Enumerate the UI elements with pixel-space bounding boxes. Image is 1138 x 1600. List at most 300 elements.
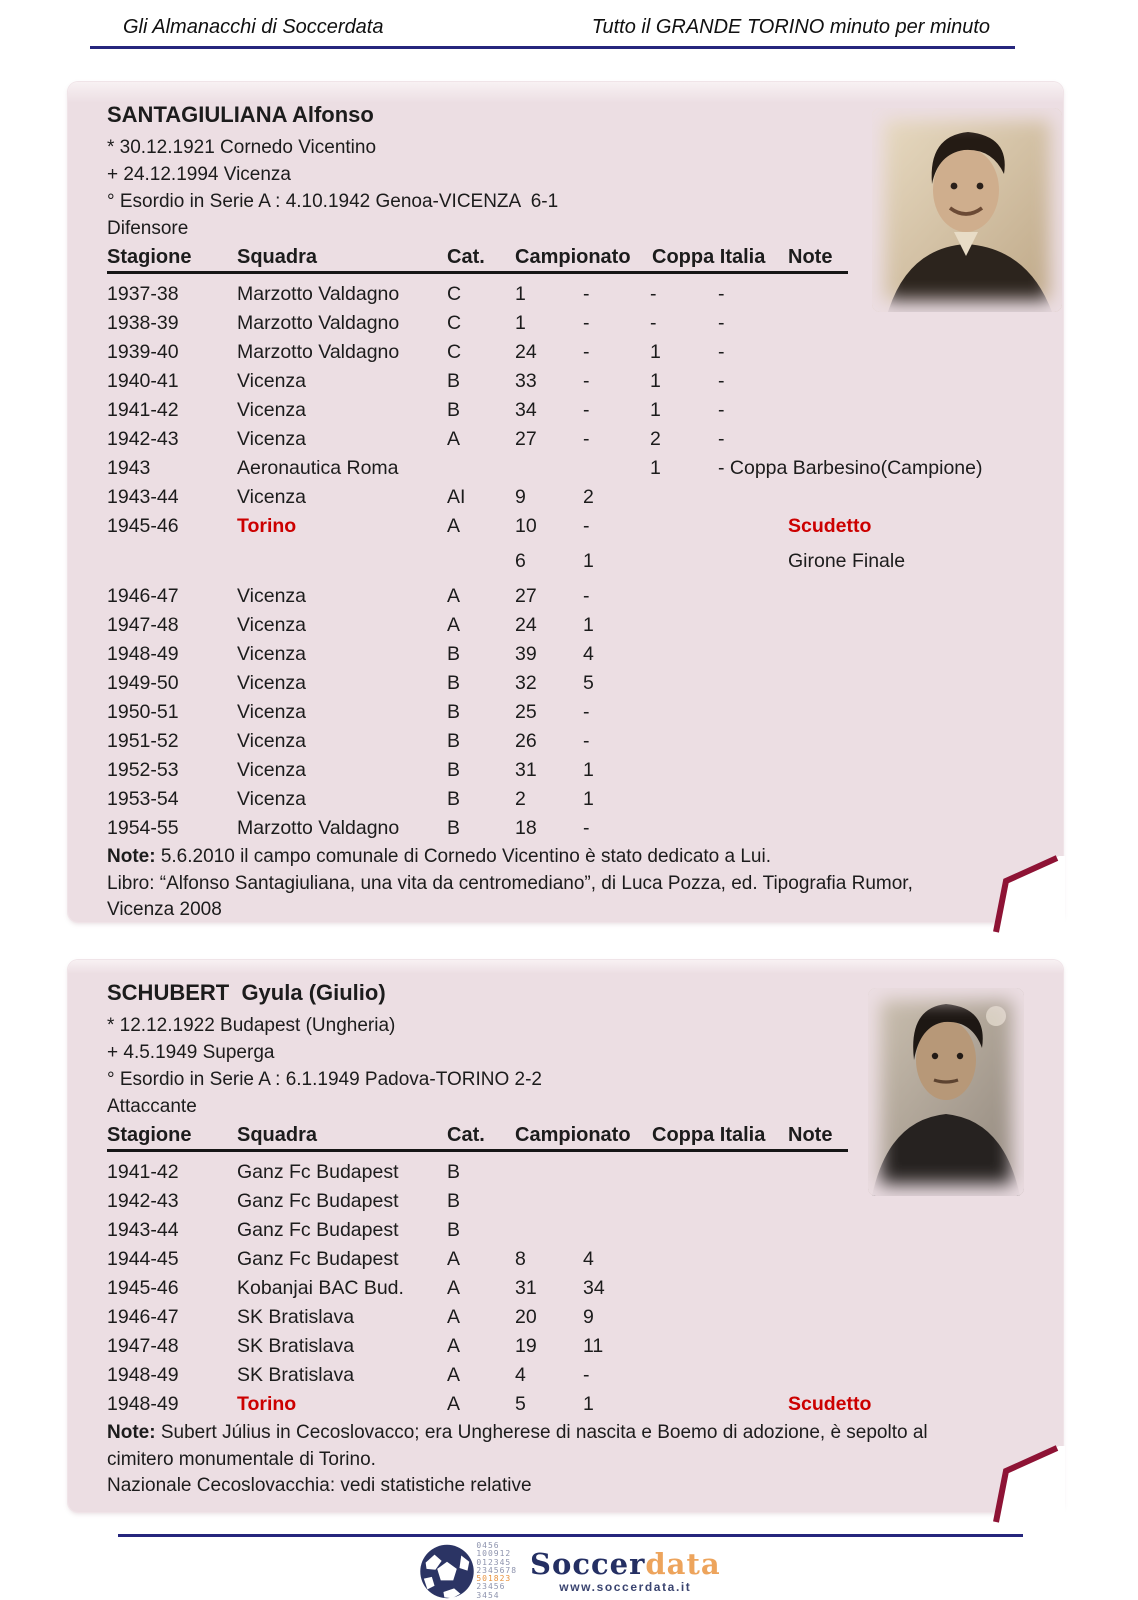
table-row (107, 1216, 1033, 1245)
cell-camp_p: 31 (515, 759, 537, 781)
note-line: Note: Subert Július in Cecoslovacco; era Ungherese di nascita e Boemo di adozione, è sepolto al cimitero monumentale di Torino. (107, 1422, 928, 1470)
cell-coppa_p (650, 698, 718, 727)
cell-camp_g: - (583, 1364, 590, 1386)
cell-stagione: 1943-44 (107, 486, 179, 508)
cell-note (788, 640, 1033, 669)
cell-coppa_g: - (718, 283, 725, 305)
player-notes (107, 1420, 957, 1500)
note-line: Note: 5.6.2010 il campo comunale di Cornedo Vicentino è stato dedicato a Lui. (107, 846, 772, 867)
cell-cat: B (447, 701, 461, 723)
table-row (107, 1303, 1033, 1332)
cell-coppa_g (718, 669, 788, 698)
cell-squadra: Vicenza (237, 759, 307, 781)
cell-coppa_g (718, 1390, 788, 1419)
digit-row: 501823 (476, 1574, 512, 1584)
cell-cat: B (447, 759, 461, 781)
stats-table-body (107, 280, 1033, 843)
player-debut: ° Esordio in Serie A : 4.10.1942 Genoa-VICENZA 6-1 (107, 191, 559, 212)
cell-coppa_g (718, 1216, 788, 1245)
table-row (107, 454, 1033, 483)
digit-row: 23456 (476, 1582, 506, 1592)
cell-coppa_g (718, 1158, 788, 1187)
cell-coppa_p (650, 1158, 718, 1187)
cell-camp_g: - (583, 399, 590, 421)
cell-note: Scudetto (788, 1393, 872, 1415)
cell-note (788, 483, 1033, 512)
cell-squadra: Marzotto Valdagno (237, 817, 400, 839)
cell-coppa_g: - (718, 312, 725, 334)
cell-coppa_g (718, 1274, 788, 1303)
cell-note (788, 338, 1033, 367)
cell-note (788, 1216, 1033, 1245)
cell-coppa_p: - (650, 312, 657, 334)
cell-stagione: 1945-46 (107, 515, 179, 537)
col-header-squadra: Squadra (237, 1124, 318, 1146)
soccer-ball-icon (417, 1543, 477, 1600)
cell-coppa_g: - (718, 341, 725, 363)
cell-coppa_p: 2 (650, 428, 661, 450)
cell-coppa_p (650, 727, 718, 756)
cell-camp_p: 5 (515, 1393, 526, 1415)
table-row (107, 425, 1033, 454)
cell-camp_g: - (583, 370, 590, 392)
cell-squadra: Vicenza (237, 701, 307, 723)
cell-camp_g (583, 454, 650, 483)
page-fold-icon (973, 842, 1065, 950)
cell-camp_g: 34 (583, 1277, 605, 1299)
cell-stagione: 1937-38 (107, 283, 179, 305)
cell-cat: B (447, 817, 461, 839)
cell-cat: A (447, 585, 461, 607)
cell-coppa_g: - Coppa Barbesino(Campione) (718, 457, 983, 479)
cell-squadra: Ganz Fc Budapest (237, 1190, 399, 1212)
cell-cat: A (447, 1393, 461, 1415)
almanac-series-title: Gli Almanacchi di Soccerdata (123, 16, 384, 38)
table-row (107, 1390, 1033, 1419)
table-row (107, 727, 1033, 756)
player-birth: * 30.12.1921 Cornedo Vicentino (107, 137, 377, 158)
cell-squadra: Vicenza (237, 399, 307, 421)
cell-stagione: 1948-49 (107, 1364, 179, 1386)
player-name: SANTAGIULIANA Alfonso (107, 102, 374, 127)
cell-note (788, 669, 1033, 698)
cell-squadra: Kobanjai BAC Bud. (237, 1277, 404, 1299)
digit-row: 3454 (476, 1590, 500, 1600)
cell-camp_p (515, 454, 583, 483)
cell-camp_p: 4 (515, 1364, 526, 1386)
cell-note (788, 611, 1033, 640)
table-row (107, 1274, 1033, 1303)
cell-squadra: Marzotto Valdagno (237, 283, 400, 305)
cell-stagione: 1947-48 (107, 614, 179, 636)
cell-cat: C (447, 283, 462, 305)
cell-squadra: Vicenza (237, 643, 307, 665)
cell-camp_g: - (583, 515, 590, 537)
cell-squadra: Vicenza (237, 486, 307, 508)
cell-coppa_p: 1 (650, 399, 661, 421)
cell-squadra: Ganz Fc Budapest (237, 1248, 399, 1270)
col-header-stagione: Stagione (107, 1124, 192, 1146)
cell-coppa_p (650, 1245, 718, 1274)
cell-camp_p: 33 (515, 370, 537, 392)
cell-squadra: Torino (237, 515, 297, 537)
col-header-coppa-italia: Coppa Italia (652, 1124, 766, 1146)
cell-note (788, 785, 1033, 814)
cell-cat: B (447, 643, 461, 665)
cell-squadra: SK Bratislava (237, 1364, 355, 1386)
cell-squadra: Vicenza (237, 788, 307, 810)
cell-cat: A (447, 1248, 461, 1270)
cell-note (788, 1274, 1033, 1303)
cell-camp_g: 9 (583, 1306, 594, 1328)
cell-stagione: 1946-47 (107, 585, 179, 607)
cell-camp_p: 10 (515, 515, 537, 537)
cell-cat: A (447, 428, 461, 450)
col-header-coppa-italia: Coppa Italia (652, 246, 766, 268)
cell-coppa_g (718, 1332, 788, 1361)
table-row (107, 814, 1033, 843)
cell-cat: B (447, 788, 461, 810)
cell-coppa_p (650, 669, 718, 698)
player-death: + 24.12.1994 Vicenza (107, 164, 291, 185)
col-header-note: Note (788, 1124, 833, 1146)
cell-camp_p: 27 (515, 585, 537, 607)
cell-note (788, 698, 1033, 727)
note-line: Libro: “Alfonso Santagiuliana, una vita da centromediano”, di Luca Pozza, ed. Tipografia Rumor, Vicenza 2008 (107, 872, 913, 920)
cell-stagione: 1942-43 (107, 1190, 179, 1212)
cell-stagione: 1954-55 (107, 817, 179, 839)
cell-squadra: Torino (237, 1393, 297, 1415)
cell-cat: A (447, 1335, 461, 1357)
cell-stagione: 1953-54 (107, 788, 179, 810)
cell-squadra: Ganz Fc Budapest (237, 1219, 399, 1241)
table-row (107, 1245, 1033, 1274)
cell-stagione: 1951-52 (107, 730, 179, 752)
table-row (107, 512, 1033, 541)
cell-cat (447, 547, 515, 576)
cell-stagione: 1950-51 (107, 701, 179, 723)
cell-squadra (237, 547, 447, 576)
cell-cat (447, 454, 515, 483)
volume-title: Tutto il GRANDE TORINO minuto per minuto (591, 16, 990, 38)
cell-coppa_g: - (718, 370, 725, 392)
cell-squadra: Vicenza (237, 730, 307, 752)
cell-cat: A (447, 1306, 461, 1328)
cell-camp_g: 1 (583, 1393, 594, 1415)
stats-table-header (107, 244, 848, 274)
cell-squadra: Vicenza (237, 585, 307, 607)
cell-camp_p: 2 (515, 788, 526, 810)
cell-cat: B (447, 672, 461, 694)
player-role: Difensore (107, 218, 189, 239)
cell-stagione: 1948-49 (107, 643, 179, 665)
cell-coppa_g (718, 1245, 788, 1274)
cell-cat: C (447, 312, 462, 334)
cell-camp_p: 20 (515, 1306, 537, 1328)
col-header-stagione: Stagione (107, 246, 192, 268)
table-row (107, 367, 1033, 396)
cell-note (788, 367, 1033, 396)
player-card-santagiuliana (68, 82, 1063, 922)
brand-soccer: Soccer (530, 1547, 646, 1581)
cell-coppa_p: 1 (650, 370, 661, 392)
cell-coppa_g (718, 814, 788, 843)
cell-camp_p (515, 1158, 583, 1187)
cell-coppa_p: 1 (650, 341, 661, 363)
cell-cat: A (447, 614, 461, 636)
cell-camp_p: 25 (515, 701, 537, 723)
table-row (107, 640, 1033, 669)
cell-stagione: 1942-43 (107, 428, 179, 450)
cell-stagione: 1943-44 (107, 1219, 179, 1241)
cell-camp_p: 32 (515, 672, 537, 694)
cell-stagione: 1943 (107, 457, 151, 479)
cell-coppa_g (718, 785, 788, 814)
col-header-note: Note (788, 246, 833, 268)
cell-stagione: 1949-50 (107, 672, 179, 694)
cell-coppa_g (718, 1361, 788, 1390)
cell-camp_p: 1 (515, 283, 526, 305)
cell-coppa_p (650, 814, 718, 843)
digit-row: 0456 (476, 1541, 500, 1550)
cell-cat: B (447, 1190, 461, 1212)
cell-coppa_g (718, 698, 788, 727)
cell-camp_p: 31 (515, 1277, 537, 1299)
cell-camp_g: - (583, 283, 590, 305)
cell-camp_p: 18 (515, 817, 537, 839)
cell-camp_p: 34 (515, 399, 537, 421)
cell-squadra: Marzotto Valdagno (237, 341, 400, 363)
cell-cat: C (447, 341, 462, 363)
header-rule (90, 46, 1015, 49)
player-birth: * 12.12.1922 Budapest (Ungheria) (107, 1015, 396, 1036)
cell-camp_g: 1 (583, 614, 594, 636)
cell-stagione: 1952-53 (107, 759, 179, 781)
cell-camp_p: 24 (515, 614, 537, 636)
player-name: SCHUBERT Gyula (Giulio) (107, 980, 386, 1005)
cell-coppa_g (718, 1187, 788, 1216)
player-photo (872, 108, 1062, 312)
cell-cat: A (447, 1364, 461, 1386)
col-header-campionato: Campionato (515, 246, 631, 268)
cell-stagione: 1941-42 (107, 1161, 179, 1183)
cell-coppa_p (650, 512, 718, 541)
cell-note (788, 814, 1033, 843)
table-row (107, 698, 1033, 727)
digit-row: 2345678 (476, 1565, 518, 1575)
table-row (107, 756, 1033, 785)
player-photo (868, 988, 1024, 1196)
cell-camp_p: 1 (515, 312, 526, 334)
player-card-schubert (68, 960, 1063, 1512)
cell-coppa_p (650, 1274, 718, 1303)
cell-camp_g: - (583, 701, 590, 723)
table-row (107, 483, 1033, 512)
cell-stagione: 1938-39 (107, 312, 179, 334)
cell-cat: A (447, 515, 461, 537)
cell-note (788, 756, 1033, 785)
cell-coppa_p (650, 756, 718, 785)
brand-url: www.soccerdata.it (559, 1580, 692, 1594)
cell-squadra: Vicenza (237, 428, 307, 450)
col-header-cat: Cat. (447, 246, 485, 268)
cell-camp_g (583, 1216, 650, 1245)
cell-coppa_g (718, 547, 788, 576)
cell-stagione (107, 547, 237, 576)
cell-camp_g: - (583, 585, 590, 607)
cell-stagione: 1948-49 (107, 1393, 179, 1415)
table-row (107, 547, 1033, 576)
cell-coppa_p (650, 1303, 718, 1332)
player-role: Attaccante (107, 1096, 197, 1117)
cell-note (788, 1332, 1033, 1361)
page-fold-icon (973, 1432, 1065, 1540)
cell-stagione: 1944-45 (107, 1248, 179, 1270)
digit-row: 100912 (476, 1549, 512, 1559)
table-row (107, 785, 1033, 814)
cell-note (788, 309, 1033, 338)
player-debut: ° Esordio in Serie A : 6.1.1949 Padova-TORINO 2-2 (107, 1069, 542, 1090)
cell-note (788, 1303, 1033, 1332)
cell-coppa_p: 1 (650, 457, 661, 479)
cell-cat: B (447, 1161, 461, 1183)
cell-camp_p: 8 (515, 1248, 526, 1270)
table-row (107, 309, 1033, 338)
cell-coppa_g (718, 756, 788, 785)
cell-coppa_p: - (650, 283, 657, 305)
cell-coppa_p (650, 1216, 718, 1245)
cell-note (788, 1245, 1033, 1274)
soccerdata-logo (0, 1541, 1138, 1600)
cell-note: Girone Finale (788, 550, 906, 572)
cell-stagione: 1947-48 (107, 1335, 179, 1357)
table-row (107, 582, 1033, 611)
cell-camp_g: 11 (583, 1335, 604, 1357)
cell-squadra: Vicenza (237, 672, 307, 694)
cell-coppa_g (718, 640, 788, 669)
cell-camp_p: 26 (515, 730, 537, 752)
cell-camp_g: 1 (583, 788, 594, 810)
cell-cat: B (447, 370, 461, 392)
cell-camp_g (583, 1187, 650, 1216)
cell-camp_p (515, 1216, 583, 1245)
col-header-campionato: Campionato (515, 1124, 631, 1146)
cell-note (788, 582, 1033, 611)
cell-camp_g: 1 (583, 550, 594, 572)
cell-coppa_p (650, 483, 718, 512)
col-header-squadra: Squadra (237, 246, 318, 268)
table-row (107, 1361, 1033, 1390)
cell-camp_g: - (583, 428, 590, 450)
player-notes (107, 844, 957, 924)
cell-note (788, 727, 1033, 756)
cell-cat: B (447, 1219, 461, 1241)
cell-coppa_g (718, 582, 788, 611)
cell-note (788, 425, 1033, 454)
cell-cat: B (447, 730, 461, 752)
table-row (107, 396, 1033, 425)
cell-coppa_p (650, 1332, 718, 1361)
cell-camp_g: 4 (583, 643, 594, 665)
cell-camp_p: 6 (515, 550, 526, 572)
cell-cat: A (447, 1277, 461, 1299)
cell-stagione: 1941-42 (107, 399, 179, 421)
cell-coppa_p (650, 1390, 718, 1419)
cell-camp_p: 9 (515, 486, 526, 508)
cell-stagione: 1945-46 (107, 1277, 179, 1299)
cell-camp_g: - (583, 341, 590, 363)
cell-coppa_p (650, 785, 718, 814)
cell-coppa_p (650, 1187, 718, 1216)
note-line: Nazionale Cecoslovacchia: vedi statistiche relative (107, 1475, 532, 1496)
cell-coppa_g (718, 483, 788, 512)
cell-coppa_g (718, 611, 788, 640)
cell-coppa_g (718, 1303, 788, 1332)
cell-coppa_p (650, 611, 718, 640)
cell-note (788, 454, 1033, 483)
brand-text (530, 1549, 721, 1594)
player-death: + 4.5.1949 Superga (107, 1042, 275, 1063)
stats-table-header (107, 1122, 848, 1152)
cell-cat: B (447, 399, 461, 421)
cell-camp_g: 5 (583, 672, 594, 694)
cell-camp_g: - (583, 817, 590, 839)
table-row (107, 1332, 1033, 1361)
cell-camp_p (515, 1187, 583, 1216)
stats-table-body (107, 1158, 1033, 1419)
cell-coppa_g (718, 512, 788, 541)
cell-camp_p: 39 (515, 643, 537, 665)
footer-rule (118, 1534, 1023, 1537)
cell-stagione: 1940-41 (107, 370, 179, 392)
table-row (107, 338, 1033, 367)
cell-coppa_p (650, 1361, 718, 1390)
table-row (107, 611, 1033, 640)
cell-camp_g (583, 1158, 650, 1187)
cell-coppa_p (650, 547, 718, 576)
cell-note (788, 396, 1033, 425)
cell-coppa_p (650, 640, 718, 669)
table-row (107, 669, 1033, 698)
cell-camp_g: - (583, 312, 590, 334)
cell-squadra: SK Bratislava (237, 1306, 355, 1328)
digit-row: 012345 (476, 1557, 512, 1567)
cell-camp_g: 4 (583, 1248, 594, 1270)
logo-digit-columns (476, 1542, 517, 1600)
cell-camp_p: 19 (515, 1335, 537, 1357)
cell-coppa_g: - (718, 428, 725, 450)
cell-note (788, 1361, 1033, 1390)
cell-camp_p: 27 (515, 428, 537, 450)
cell-cat: AI (447, 486, 466, 508)
cell-squadra: Vicenza (237, 614, 307, 636)
cell-coppa_p (650, 582, 718, 611)
cell-note: Scudetto (788, 515, 872, 537)
cell-squadra: Aeronautica Roma (237, 457, 399, 479)
cell-stagione: 1939-40 (107, 341, 179, 363)
cell-squadra: Marzotto Valdagno (237, 312, 400, 334)
cell-squadra: SK Bratislava (237, 1335, 355, 1357)
cell-stagione: 1946-47 (107, 1306, 179, 1328)
cell-camp_g: 1 (583, 759, 594, 781)
cell-squadra: Ganz Fc Budapest (237, 1161, 399, 1183)
cell-squadra: Vicenza (237, 370, 307, 392)
cell-coppa_g (718, 727, 788, 756)
cell-camp_g: - (583, 730, 590, 752)
col-header-cat: Cat. (447, 1124, 485, 1146)
cell-camp_p: 24 (515, 341, 537, 363)
brand-data: data (645, 1547, 721, 1581)
